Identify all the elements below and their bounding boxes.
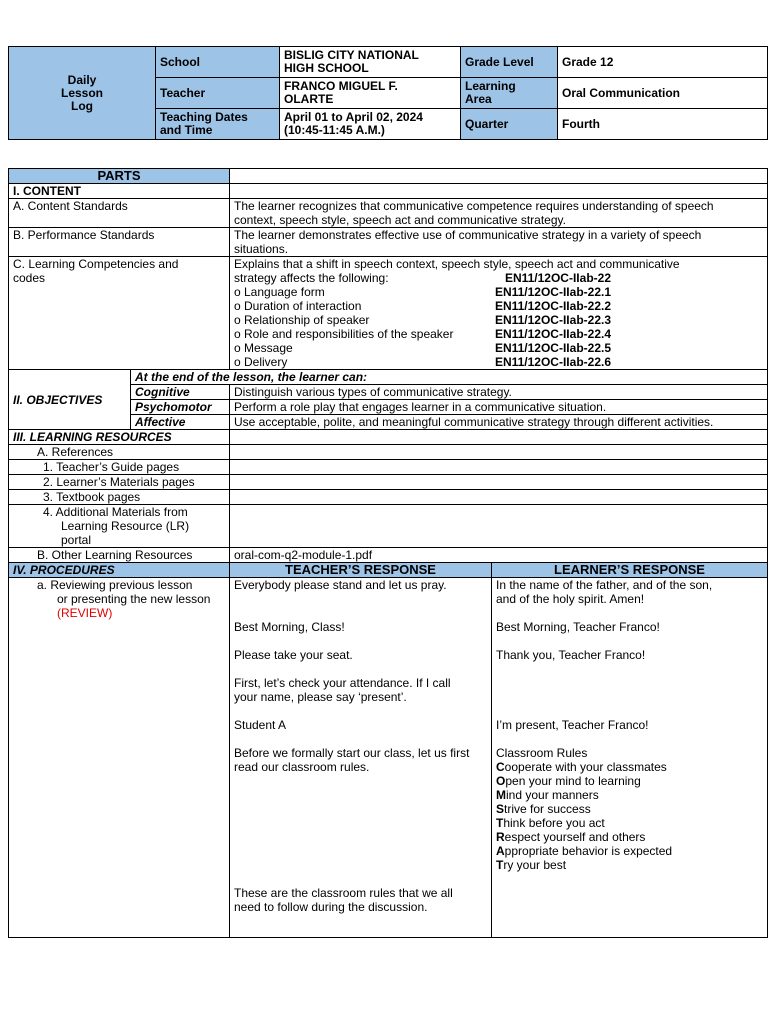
teacher-label: Teacher <box>156 78 280 109</box>
performance-standards-text: The learner demonstrates effective use of communicative strategy in a variety of speech situations. <box>230 228 768 257</box>
quarter-value: Fourth <box>558 109 768 140</box>
rule-item: Cooperate with your classmates <box>496 760 667 774</box>
header-table <box>8 46 768 140</box>
area-label: Learning Area <box>461 78 558 109</box>
lesson-table <box>8 168 768 938</box>
psychomotor-label: Psychomotor <box>131 400 230 415</box>
content-heading: I. CONTENT <box>9 184 230 199</box>
competency-item: EN11/12OC-IIab-22.6 o Delivery <box>234 355 611 369</box>
content-standards-text: The learner recognizes that communicative competence requires understanding of speech context, speech style, speech act and communicative strategy. <box>230 199 768 228</box>
teacher-response-header: TEACHER’S RESPONSE <box>230 563 492 578</box>
quarter-label: Quarter <box>461 109 558 140</box>
step-review-label: a. Reviewing previous lesson or presenting the new lesson (REVIEW) <box>9 578 230 938</box>
parts-header: PARTS <box>9 169 230 184</box>
additional-materials-label: 4. Additional Materials from Learning Resource (LR) portal <box>9 505 230 548</box>
other-resources-value: oral-com-q2-module-1.pdf <box>230 548 768 563</box>
competency-item: EN11/12OC-IIab-22.2 o Duration of interaction <box>234 299 611 313</box>
cognitive-text: Distinguish various types of communicative strategy. <box>230 385 768 400</box>
performance-standards-label: B. Performance Standards <box>9 228 230 257</box>
teachers-guide-label: 1. Teacher’s Guide pages <box>9 460 230 475</box>
learner-response-cell: In the name of the father, and of the son, and of the holy spirit. Amen! Best Morning, Teacher Franco! Thank you, Teacher Franco! I’m present, Teacher Franco! Classroom Rules Cooperate with your classmates Open your mind to learning Mind your manners Strive for success Think before you act Respect yourself and others Appropriate behavior is expected Try your best <box>492 578 768 938</box>
review-tag: (REVIEW) <box>57 606 113 620</box>
objectives-heading: II. OBJECTIVES <box>9 370 131 430</box>
parts-header-blank <box>230 169 768 184</box>
other-resources-label: B. Other Learning Resources <box>9 548 230 563</box>
procedures-heading: IV. PROCEDURES <box>9 563 230 578</box>
area-value: Oral Communication <box>558 78 768 109</box>
competency-item: EN11/12OC-IIab-22.5 o Message <box>234 341 611 355</box>
page-title: Daily Lesson Log <box>9 47 156 140</box>
affective-label: Affective <box>131 415 230 430</box>
cognitive-label: Cognitive <box>131 385 230 400</box>
learner-response-header: LEARNER’S RESPONSE <box>492 563 768 578</box>
rule-item: Try your best <box>496 858 567 872</box>
references-label: A. References <box>9 445 230 460</box>
rule-item: Open your mind to learning <box>496 774 641 788</box>
textbook-label: 3. Textbook pages <box>9 490 230 505</box>
teacher-response-cell: Everybody please stand and let us pray. Best Morning, Class! Please take your seat. First, let’s check your attendance. If I call your name, please say ‘present’. Student A Before we formally start our class, let us first read our classroom rules. These are the classroom rules that we all need to follow during the discussion. <box>230 578 492 938</box>
rule-item: Strive for success <box>496 802 591 816</box>
competency-item: EN11/12OC-IIab-22.4 o Role and responsibilities of the speaker <box>234 327 611 341</box>
competencies-text: Explains that a shift in speech context, speech style, speech act and communicative EN11/12OC-IIab-22 strategy affects the following: EN11/12OC-IIab-22.1 o Language form EN11/12OC-IIab-22.2 o Duration of interaction EN11/12OC-IIab-22.3 o Relationship of speaker EN11/12OC-IIab-22.4 o Role and responsibilities of the speaker EN11/12OC-IIab-22.5 o Message EN11/12OC-IIab-22.6 o Delivery <box>230 257 768 370</box>
dates-value: April 01 to April 02, 2024 (10:45-11:45 A.M.) <box>280 109 461 140</box>
competency-item: EN11/12OC-IIab-22.3 o Relationship of speaker <box>234 313 611 327</box>
school-value: BISLIG CITY NATIONAL HIGH SCHOOL <box>280 47 461 78</box>
content-standards-label: A. Content Standards <box>9 199 230 228</box>
rule-item: Respect yourself and others <box>496 830 646 844</box>
school-label: School <box>156 47 280 78</box>
rule-item: Appropriate behavior is expected <box>496 844 673 858</box>
grade-value: Grade 12 <box>558 47 768 78</box>
competencies-label: C. Learning Competencies and codes <box>9 257 230 370</box>
teacher-value: FRANCO MIGUEL F. OLARTE <box>280 78 461 109</box>
dates-label: Teaching Dates and Time <box>156 109 280 140</box>
affective-text: Use acceptable, polite, and meaningful communicative strategy through different activities. <box>230 415 768 430</box>
competency-item: EN11/12OC-IIab-22 strategy affects the following: <box>234 271 611 285</box>
psychomotor-text: Perform a role play that engages learner in a communicative situation. <box>230 400 768 415</box>
objectives-intro: At the end of the lesson, the learner can: <box>131 370 768 385</box>
grade-label: Grade Level <box>461 47 558 78</box>
rule-item: Think before you act <box>496 816 605 830</box>
resources-heading: III. LEARNING RESOURCES <box>9 430 230 445</box>
learners-materials-label: 2. Learner’s Materials pages <box>9 475 230 490</box>
rule-item: Mind your manners <box>496 788 599 802</box>
competency-item: EN11/12OC-IIab-22.1 o Language form <box>234 285 611 299</box>
